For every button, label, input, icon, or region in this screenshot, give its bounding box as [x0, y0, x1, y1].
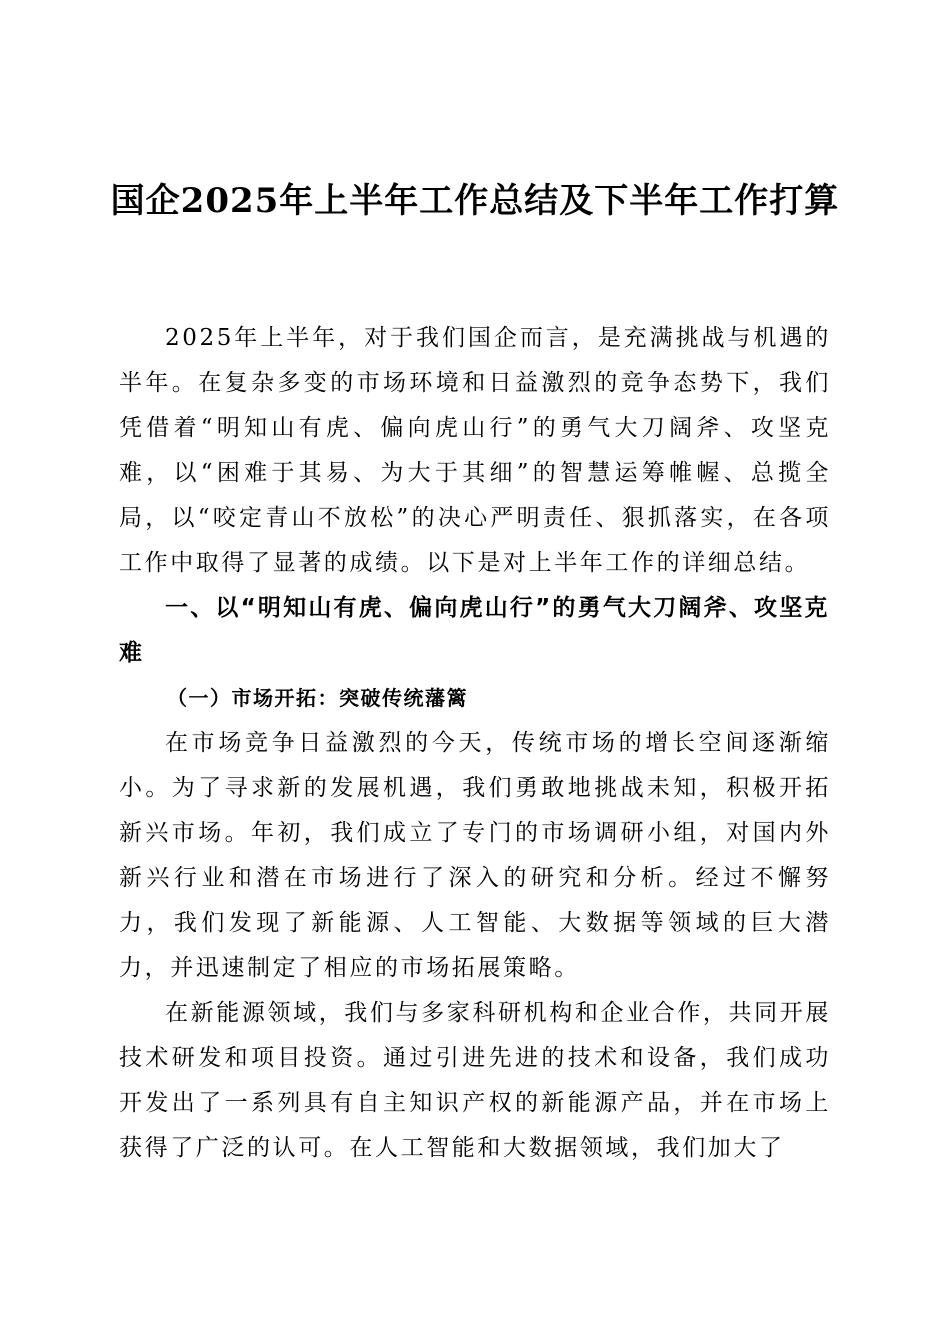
intro-paragraph: 2025年上半年，对于我们国企而言，是充满挑战与机遇的半年。在复杂多变的市场环境和日益激烈的竞争态势下，我们凭借着“明知山有虎、偏向虎山行”的勇气大刀阔斧、攻坚克难，以“困难于其易、为大于其细”的智慧运筹帷幄、总揽全局，以“咬定青山不放松”的决心严明责任、狠抓落实，在各项工作中取得了显著的成绩。以下是对上半年工作的详细总结。: [119, 325, 831, 576]
subsection-heading-1: （一）市场开拓：突破传统藩篱: [167, 686, 468, 710]
body-paragraph-2: 在新能源领域，我们与多家科研机构和企业合作，共同开展技术研发和项目投资。通过引进先进的技术和设备，我们成功开发出了一系列具有自主知识产权的新能源产品，并在市场上获得了广泛的认可。在人工智能和大数据领域，我们加大了: [119, 1000, 831, 1161]
body-paragraph-1: 在市场竞争日益激烈的今天，传统市场的增长空间逐渐缩小。为了寻求新的发展机遇，我们勇敢地挑战未知，积极开拓新兴市场。年初，我们成立了专门的市场调研小组，对国内外新兴行业和潜在市场进行了深入的研究和分析。经过不懈努力，我们发现了新能源、人工智能、大数据等领域的巨大潜力，并迅速制定了相应的市场拓展策略。: [119, 730, 831, 981]
document-title: 国企2025年上半年工作总结及下半年工作打算: [110, 181, 840, 221]
document-body: [119, 316, 831, 1171]
section-heading-1: 一、以“明知山有虎、偏向虎山行”的勇气大刀阔斧、攻坚克难: [119, 595, 830, 666]
